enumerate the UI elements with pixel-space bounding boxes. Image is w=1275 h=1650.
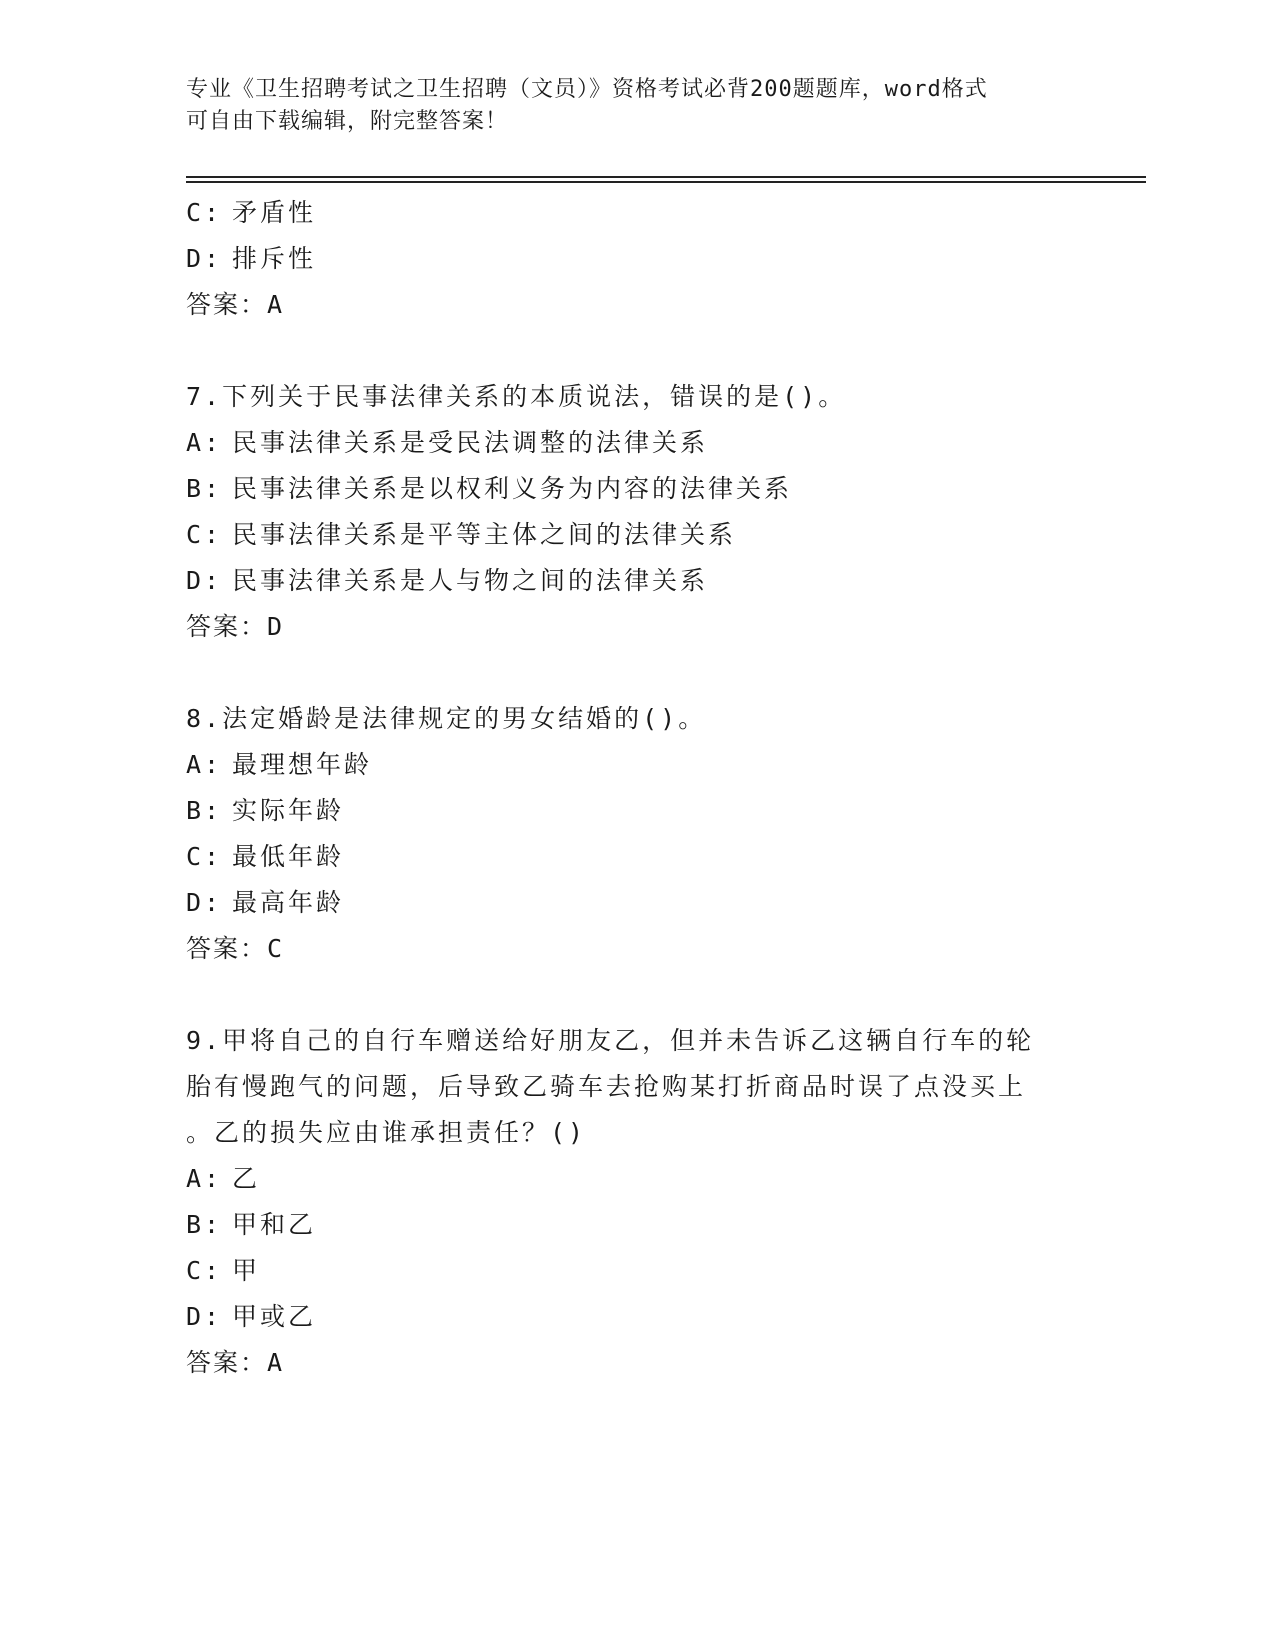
option-key: D:	[186, 888, 223, 917]
header-line-1: 专业《卫生招聘考试之卫生招聘（文员）》资格考试必背200题题库，word格式	[186, 77, 988, 102]
option-text: 民事法律关系是以权利义务为内容的法律关系	[232, 474, 793, 503]
answer-line	[186, 282, 1066, 328]
answer-line	[186, 926, 1066, 972]
question-block-9	[186, 1018, 1066, 1386]
option-text: 甲	[232, 1256, 261, 1285]
answer-value: D	[267, 612, 285, 641]
option-d	[186, 236, 1066, 282]
question-stem-line-1: 9.甲将自己的自行车赠送给好朋友乙，但并未告诉乙这辆自行车的轮	[186, 1026, 1035, 1055]
answer-label: 答案：	[186, 290, 268, 319]
answer-label: 答案：	[186, 934, 268, 963]
option-text: 甲和乙	[232, 1210, 317, 1239]
option-text: 排斥性	[232, 244, 317, 273]
question-stem-line-2: 胎有慢跑气的问题，后导致乙骑车去抢购某打折商品时误了点没买上	[186, 1072, 1027, 1101]
option-text: 最高年龄	[232, 888, 345, 917]
question-block-8	[186, 696, 1066, 972]
option-text: 乙	[232, 1164, 261, 1193]
header-divider-bottom	[186, 181, 1146, 183]
option-c	[186, 190, 1066, 236]
option-key: C:	[186, 198, 223, 227]
option-key: C:	[186, 1256, 223, 1285]
option-key: A:	[186, 1164, 223, 1193]
option-key: B:	[186, 1210, 223, 1239]
option-d	[186, 1294, 1066, 1340]
option-c	[186, 512, 1066, 558]
answer-value: A	[267, 290, 285, 319]
document-header	[186, 74, 1066, 138]
answer-value: C	[267, 934, 285, 963]
option-text: 民事法律关系是人与物之间的法律关系	[232, 566, 709, 595]
option-c	[186, 834, 1066, 880]
option-b	[186, 788, 1066, 834]
question-block-prev	[186, 190, 1066, 328]
option-text: 甲或乙	[232, 1302, 317, 1331]
spacer	[186, 650, 1066, 696]
question-list	[186, 190, 1066, 1386]
option-key: A:	[186, 428, 223, 457]
option-key: B:	[186, 796, 223, 825]
option-key: D:	[186, 1302, 223, 1331]
question-stem: 8.法定婚龄是法律规定的男女结婚的()。	[186, 704, 707, 733]
header-divider-top	[186, 176, 1146, 178]
option-d	[186, 558, 1066, 604]
answer-label: 答案：	[186, 612, 268, 641]
spacer	[186, 328, 1066, 374]
option-text: 实际年龄	[232, 796, 345, 825]
spacer	[186, 972, 1066, 1018]
option-text: 最低年龄	[232, 842, 345, 871]
option-b	[186, 1202, 1066, 1248]
option-key: B:	[186, 474, 223, 503]
option-text: 最理想年龄	[232, 750, 373, 779]
option-key: D:	[186, 566, 223, 595]
option-text: 民事法律关系是平等主体之间的法律关系	[232, 520, 737, 549]
header-line-2: 可自由下载编辑，附完整答案！	[186, 109, 509, 134]
answer-value: A	[267, 1348, 285, 1377]
answer-label: 答案：	[186, 1348, 268, 1377]
question-stem-line-3: 。乙的损失应由谁承担责任？()	[186, 1118, 587, 1147]
option-key: A:	[186, 750, 223, 779]
question-block-7	[186, 374, 1066, 650]
option-text: 民事法律关系是受民法调整的法律关系	[232, 428, 709, 457]
answer-line	[186, 1340, 1066, 1386]
option-b	[186, 466, 1066, 512]
question-stem: 7.下列关于民事法律关系的本质说法，错误的是()。	[186, 382, 847, 411]
option-c	[186, 1248, 1066, 1294]
option-key: C:	[186, 842, 223, 871]
option-a	[186, 742, 1066, 788]
option-a	[186, 420, 1066, 466]
answer-line	[186, 604, 1066, 650]
option-a	[186, 1156, 1066, 1202]
option-d	[186, 880, 1066, 926]
option-key: C:	[186, 520, 223, 549]
option-text: 矛盾性	[232, 198, 317, 227]
option-key: D:	[186, 244, 223, 273]
